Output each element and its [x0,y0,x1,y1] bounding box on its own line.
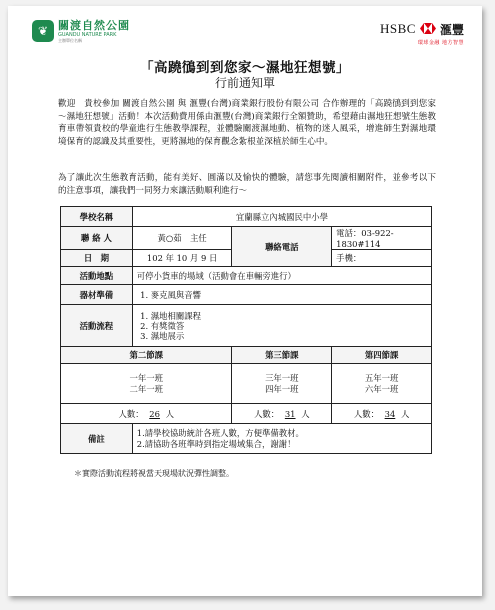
contact-label: 聯 絡 人 [61,227,133,250]
phone-label: 聯絡電話 [232,227,332,267]
period-4-label: 第四節課 [332,347,432,364]
period-2-label: 第二節課 [61,347,232,364]
equipment-label: 器材準備 [61,285,133,305]
location-label: 活動地點 [61,267,133,285]
hsbc-wordmark: HSBC [380,21,416,36]
class-name: 一年一班 [129,373,163,383]
notice-sheet [8,6,482,596]
remark-line: 1.請學校協助統計各班人數，方便準備教材。 [136,427,304,438]
leaf-icon: ❦ [32,20,54,42]
mobile-value: 手機： [332,250,432,267]
period-4-count: 人數： 34 人 [332,404,432,424]
contact-value: 黃○茹 主任 [132,227,232,250]
class-name: 五年一班 [364,373,399,383]
period-3-label: 第三節課 [232,347,332,364]
class-name: 二年一班 [129,383,163,394]
class-name: 六年一班 [364,383,399,394]
page-subtitle: 行前通知單 [214,76,275,90]
park-name-en: GUANDU NATURE PARK [58,32,117,38]
date-value: 102 年 10 月 9 日 [132,250,232,267]
hsbc-tagline: 環球金融 地方智慧 [417,40,464,46]
page-title: 「高蹺鴴到到您家～濕地狂想號」 [140,60,350,76]
process-label: 活動流程 [61,305,133,347]
location-value: 可停小貨車的場域（活動會在車輛旁進行） [132,267,431,285]
park-name-zh: 關渡自然公園 [58,19,130,32]
footnote: ＊實際活動流程將視當天現場狀況彈性調整。 [74,469,234,478]
class-name: 四年一班 [265,383,299,394]
hsbc-name-zh: 滙豐 [439,23,464,37]
process-item: 3. 濕地展示 [151,331,427,341]
remark-line: 2.請協助各班準時到指定場域集合，謝謝！ [136,438,296,449]
equipment-list [137,290,427,300]
school-value: 宜蘭縣立內城國民中小學 [132,207,431,227]
hsbc-logo [380,21,464,38]
hsbc-hexagon-icon [420,23,436,34]
equipment-item: 1. 麥克風與音響 [151,290,427,300]
process-list [137,311,427,341]
process-item: 1. 濕地相關課程 [151,311,427,321]
school-label: 學校名稱 [61,207,133,227]
remarks-label: 備註 [61,424,133,454]
guandu-nature-park-logo [32,20,130,43]
phone-value: 電話：03-922-1830#114 [332,227,432,250]
park-subtitle: 主辦單位名稱 [58,38,82,43]
class-name: 三年一班 [265,373,299,383]
activity-info-table [60,206,432,454]
period-3-count: 人數： 31 人 [232,404,332,424]
period-2-count: 人數： 26 人 [61,404,232,424]
intro-paragraph-2: 為了讓此次生態教育活動，能有美好、圓滿以及愉快的體驗，請您事先閱讀相關附件，並參考以下的注意事項，讓我們一同努力來讓活動順利進行～ [58,173,436,196]
process-item: 2. 有獎徵答 [151,321,427,331]
date-label: 日 期 [61,250,133,267]
intro-paragraph-1: 歡迎 貴校參加 關渡自然公園 與 滙豐(台灣)商業銀行股份有限公司 合作辦理的「高蹺鴴到到您家～濕地狂想號」活動！本次活動費用係由滙豐(台灣)商業銀行全額贊助，希望藉由濕地狂想號生態教育車帶領貴校的學童進行生態教學課程，並體驗關渡濕地動、植物的迷人風采，增進師生對濕地環境保育的認識及其重要性，更將濕地的保育觀念紮根並深植於師生心中。 [58,99,436,147]
